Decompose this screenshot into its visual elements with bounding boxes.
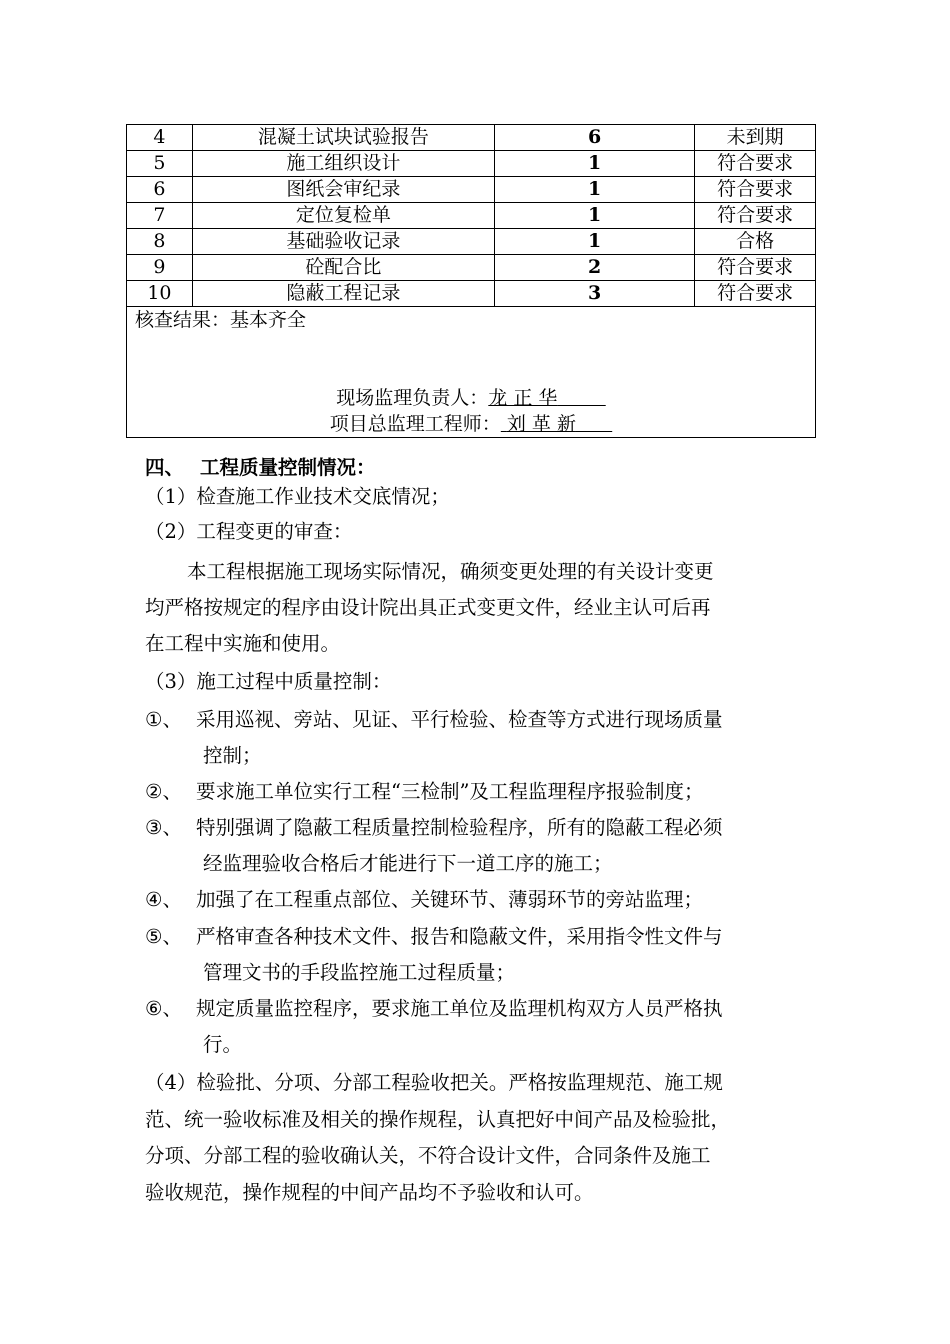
document-check-table [126, 124, 816, 438]
item-4: （4）检验批、分项、分部工程验收把关。严格按监理规范、施工规 [145, 1071, 723, 1094]
section-title: 工程质量控制情况： [200, 456, 376, 479]
site-supervisor-name: 龙 正 华 [488, 387, 558, 409]
document-count: 1 [494, 229, 694, 255]
paragraph-line: 本工程根据施工现场实际情况，确须变更处理的有关设计变更 [187, 560, 714, 583]
list-item: 加强了在工程重点部位、关键环节、薄弱环节的旁站监理； [196, 888, 704, 911]
document-count: 3 [494, 281, 694, 307]
list-item: 采用巡视、旁站、见证、平行检验、检查等方式进行现场质量 [196, 708, 723, 731]
result-cell [127, 307, 816, 438]
document-count: 1 [494, 151, 694, 177]
table-row [127, 177, 816, 203]
list-item: 严格审查各种技术文件、报告和隐蔽文件，采用指令性文件与 [196, 925, 723, 948]
document-name: 基础验收记录 [192, 229, 494, 255]
row-number: 9 [127, 255, 193, 281]
document-count: 1 [494, 203, 694, 229]
list-item: 特别强调了隐蔽工程质量控制检验程序，所有的隐蔽工程必须 [196, 816, 723, 839]
result-row [127, 307, 816, 438]
document-name: 砼配合比 [192, 255, 494, 281]
list-marker: ①、 [145, 708, 182, 731]
document-name: 图纸会审纪录 [192, 177, 494, 203]
check-result: 核查结果：基本齐全 [135, 309, 307, 331]
paragraph-line: 范、统一验收标准及相关的操作规程，认真把好中间产品及检验批， [145, 1108, 731, 1131]
document-status: 未到期 [695, 125, 816, 151]
row-number: 8 [127, 229, 193, 255]
paragraph-line: 均严格按规定的程序由设计院出具正式变更文件，经业主认可后再 [145, 596, 711, 619]
list-marker: ⑤、 [145, 925, 182, 948]
row-number: 7 [127, 203, 193, 229]
row-number: 6 [127, 177, 193, 203]
document-count: 2 [494, 255, 694, 281]
site-supervisor-line [127, 385, 815, 411]
table-row [127, 281, 816, 307]
document-count: 6 [494, 125, 694, 151]
list-item-continued: 控制； [203, 744, 262, 767]
list-marker: ④、 [145, 888, 182, 911]
list-marker: ③、 [145, 816, 182, 839]
list-marker: ⑥、 [145, 997, 182, 1020]
paragraph-line: 验收规范，操作规程的中间产品均不予验收和认可。 [145, 1181, 594, 1204]
section-heading [145, 452, 376, 480]
list-item-continued: 经监理验收合格后才能进行下一道工序的施工； [203, 852, 613, 875]
table-row [127, 125, 816, 151]
document-name: 隐蔽工程记录 [192, 281, 494, 307]
item-1: （1）检查施工作业技术交底情况； [145, 485, 450, 508]
section-number: 四、 [145, 456, 185, 479]
document-count: 1 [494, 177, 694, 203]
list-item: 规定质量监控程序，要求施工单位及监理机构双方人员严格执 [196, 997, 723, 1020]
paragraph-line: 在工程中实施和使用。 [145, 632, 341, 655]
list-marker: ②、 [145, 780, 182, 803]
table-row [127, 255, 816, 281]
document-status: 符合要求 [695, 177, 816, 203]
item-3: （3）施工过程中质量控制： [145, 670, 392, 693]
item-2: （2）工程变更的审查： [145, 520, 353, 543]
table-row [127, 229, 816, 255]
list-item-continued: 管理文书的手段监控施工过程质量； [203, 961, 516, 984]
row-number: 10 [127, 281, 193, 307]
row-number: 5 [127, 151, 193, 177]
paragraph-line: 分项、分部工程的验收确认关，不符合设计文件，合同条件及施工 [145, 1144, 711, 1167]
row-number: 4 [127, 125, 193, 151]
document-status: 合格 [695, 229, 816, 255]
document-status: 符合要求 [695, 255, 816, 281]
list-item: 要求施工单位实行工程“三检制”及工程监理程序报验制度； [196, 780, 704, 803]
list-item-continued: 行。 [203, 1033, 243, 1056]
document-name: 施工组织设计 [192, 151, 494, 177]
chief-engineer-line [127, 411, 815, 437]
chief-engineer-label: 项目总监理工程师： [329, 413, 501, 435]
document-status: 符合要求 [695, 281, 816, 307]
document-status: 符合要求 [695, 151, 816, 177]
table-row [127, 203, 816, 229]
document-status: 符合要求 [695, 203, 816, 229]
site-supervisor-label: 现场监理负责人： [336, 387, 489, 409]
table-row [127, 151, 816, 177]
document-name: 混凝土试块试验报告 [192, 125, 494, 151]
document-name: 定位复检单 [192, 203, 494, 229]
chief-engineer-name: 刘 革 新 [506, 413, 576, 435]
